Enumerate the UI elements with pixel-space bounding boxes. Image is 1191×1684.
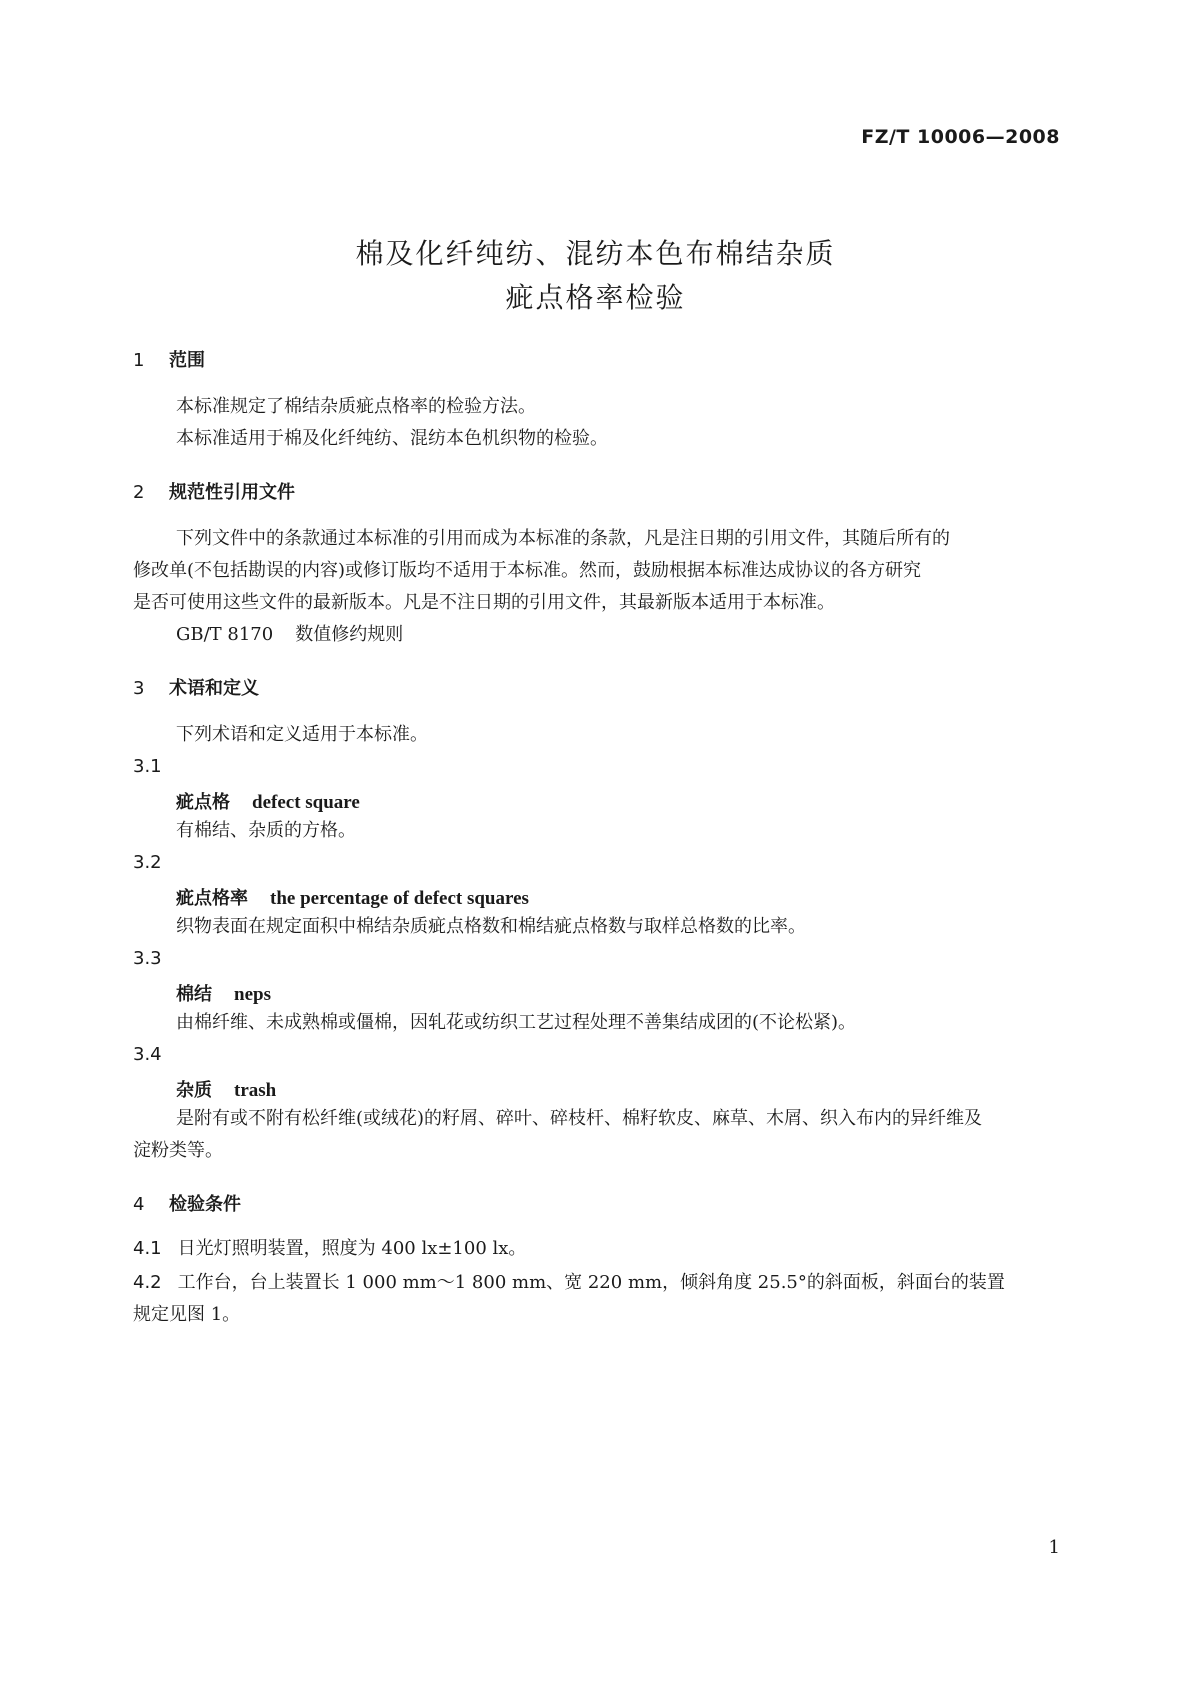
section-1-heading bbox=[133, 346, 205, 372]
standard-code: FZ/T 10006—2008 bbox=[861, 126, 1060, 148]
term-english: trash bbox=[234, 1080, 277, 1101]
section-title: 检验条件 bbox=[169, 1194, 241, 1215]
subclause-number: 3.3 bbox=[133, 948, 162, 969]
clause-number: 4.1 bbox=[133, 1238, 162, 1259]
term-english: neps bbox=[234, 984, 271, 1005]
paragraph: 下列术语和定义适用于本标准。 bbox=[176, 724, 428, 745]
subclause-number: 3.4 bbox=[133, 1044, 162, 1065]
page-number: 1 bbox=[1048, 1537, 1060, 1558]
clause-text: 日光灯照明装置，照度为 400 lx±100 lx。 bbox=[177, 1238, 527, 1259]
reference-code: GB/T 8170 bbox=[176, 624, 274, 645]
term-entry bbox=[176, 1076, 276, 1102]
clause-text: 工作台，台上装置长 1 000 mm～1 800 mm、宽 220 mm，倾斜角度 25.5°的斜面板，斜面台的装置 bbox=[177, 1272, 1005, 1293]
section-number: 1 bbox=[133, 350, 145, 371]
term-entry bbox=[176, 788, 360, 814]
term-definition: 织物表面在规定面积中棉结杂质疵点格数和棉结疵点格数与取样总格数的比率。 bbox=[176, 916, 806, 937]
paragraph-line: 下列文件中的条款通过本标准的引用而成为本标准的条款，凡是注日期的引用文件，其随后所有的 bbox=[176, 528, 950, 549]
clause-4-2 bbox=[133, 1266, 1058, 1300]
section-title: 范围 bbox=[169, 350, 205, 371]
subclause-number: 3.2 bbox=[133, 852, 162, 873]
section-number: 2 bbox=[133, 482, 145, 503]
subclause-number: 3.1 bbox=[133, 756, 162, 777]
section-title: 规范性引用文件 bbox=[169, 482, 295, 503]
section-3-heading bbox=[133, 674, 259, 700]
clause-4-2-continued: 规定见图 1。 bbox=[133, 1304, 241, 1325]
paragraph-line: 是否可使用这些文件的最新版本。凡是不注日期的引用文件，其最新版本适用于本标准。 bbox=[133, 592, 835, 613]
term-english: defect square bbox=[252, 792, 360, 813]
clause-4-1 bbox=[133, 1232, 1058, 1266]
term-definition: 由棉纤维、未成熟棉或僵棉，因轧花或纺织工艺过程处理不善集结成团的(不论松紧)。 bbox=[176, 1012, 857, 1033]
reference-title: 数值修约规则 bbox=[295, 624, 404, 645]
term-chinese: 疵点格 bbox=[176, 792, 230, 813]
paragraph-line: 修改单(不包括勘误的内容)或修订版均不适用于本标准。然而，鼓励根据本标准达成协议的各方研究 bbox=[133, 560, 922, 581]
term-chinese: 杂质 bbox=[176, 1080, 212, 1101]
section-number: 4 bbox=[133, 1194, 145, 1215]
section-number: 3 bbox=[133, 678, 145, 699]
term-definition: 是附有或不附有松纤维(或绒花)的籽屑、碎叶、碎枝杆、棉籽软皮、麻草、木屑、织入布内的异纤维及 bbox=[176, 1108, 983, 1129]
paragraph: 本标准适用于棉及化纤纯纺、混纺本色机织物的检验。 bbox=[176, 428, 608, 449]
term-entry bbox=[176, 980, 271, 1006]
paragraph: 本标准规定了棉结杂质疵点格率的检验方法。 bbox=[176, 396, 536, 417]
term-definition-continued: 淀粉类等。 bbox=[133, 1140, 223, 1161]
section-title: 术语和定义 bbox=[169, 678, 259, 699]
term-english: the percentage of defect squares bbox=[270, 888, 529, 909]
normative-reference bbox=[176, 618, 1056, 652]
document-title-line2: 疵点格率检验 bbox=[505, 281, 686, 314]
term-entry bbox=[176, 884, 529, 910]
term-definition: 有棉结、杂质的方格。 bbox=[176, 820, 356, 841]
section-4-heading bbox=[133, 1190, 241, 1216]
clause-number: 4.2 bbox=[133, 1272, 162, 1293]
document-title-line1: 棉及化纤纯纺、混纺本色布棉结杂质 bbox=[355, 237, 836, 270]
section-2-heading bbox=[133, 478, 295, 504]
term-chinese: 疵点格率 bbox=[176, 888, 248, 909]
term-chinese: 棉结 bbox=[176, 984, 212, 1005]
